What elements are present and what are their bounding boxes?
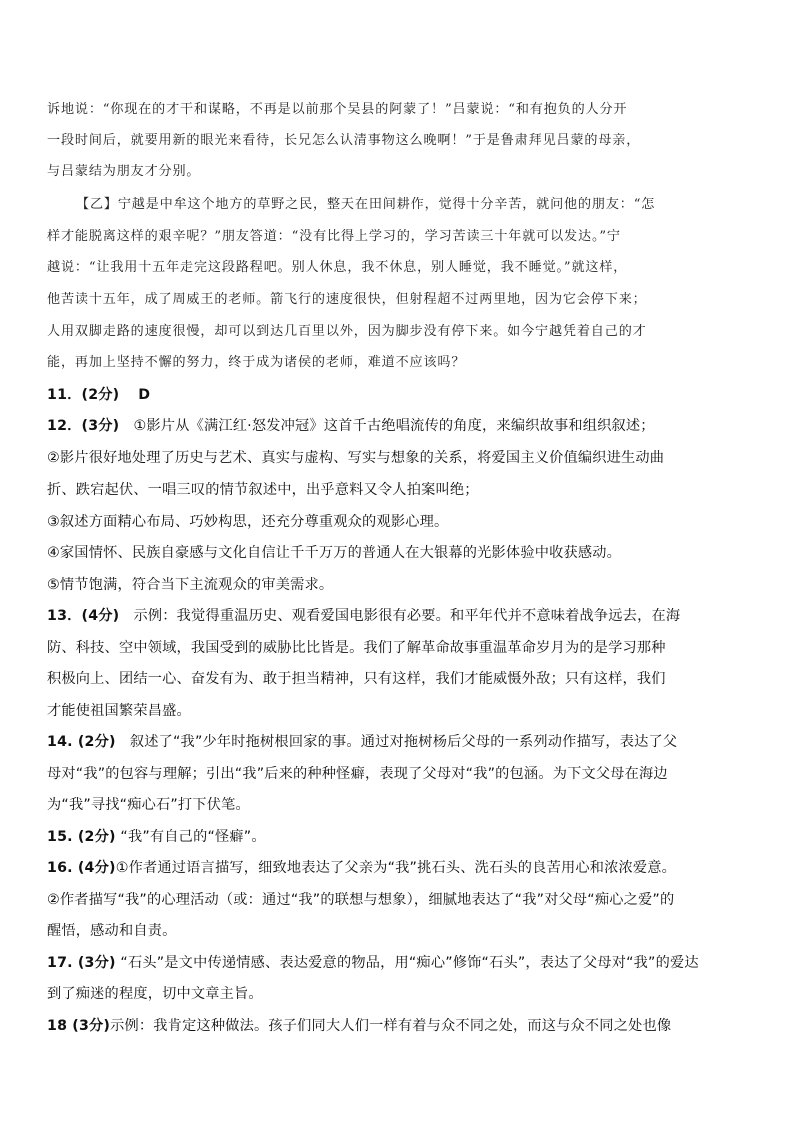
passage-line: 一段时间后，就要用新的眼光来看待，长兄怎么认清事物这么晚啊！”于是鲁肃拜见吕蒙的母亲， <box>47 133 641 148</box>
answer-line: ⑤情节饱满，符合当下主流观众的审美需求。 <box>47 577 334 593</box>
answer-12 <box>47 417 757 435</box>
question-number: 16. (4分) <box>47 860 116 876</box>
answer-text: ①作者通过语言描写，细致地表达了父亲为“我”挑石头、洗石头的良苦用心和浓浓爱意。 <box>115 860 677 876</box>
answer-text: 叙述了“我”少年时拖树根回家的事。通过对拖树杨后父母的一系列动作描写，表达了父 <box>129 734 678 750</box>
passage-line: 越说：“让我用十五年走完这段路程吧。别人休息，我不休息，别人睡觉，我不睡觉。”就这样， <box>47 260 628 275</box>
question-number: 11．(2分) <box>47 387 120 403</box>
answer-text: 示例：我觉得重温历史、观看爱国电影很有必要。和平年代并不意味着战争远去，在海 <box>133 608 681 624</box>
answer-14 <box>47 733 757 751</box>
answer-16 <box>47 859 757 877</box>
question-number: 13．(4分) <box>47 608 120 624</box>
answer-13 <box>47 607 757 625</box>
answer-line: ②影片很好地处理了历史与艺术、真实与虚构、写实与想象的关系，将爱国主义价值编织进生动曲 <box>47 450 665 466</box>
passage-line: 与吕蒙结为朋友才分别。 <box>47 164 201 179</box>
answer-line: 防、科技、空中领域，我国受到的威胁比比皆是。我们了解革命故事重温革命岁月为的是学习那种 <box>47 640 666 656</box>
answer-17 <box>47 954 757 972</box>
passage-line: 样才能脱离这样的艰辛呢？”朋友答道：“没有比得上学习的，学习苦读三十年就可以发达。”宁 <box>47 229 621 244</box>
answer-line: 为“我”寻找“痴心石”打下伏笔。 <box>47 797 250 813</box>
passage-line: 【乙】宁越是中牟这个地方的草野之民，整天在田间耕作，觉得十分辛苦，就问他的朋友：“怎 <box>76 197 656 212</box>
question-number: 12．(3分) <box>47 418 120 434</box>
answer-15 <box>47 828 757 846</box>
answer-line: ④家国情怀、民族自豪感与文化自信让千千万万的普通人在大银幕的光影体验中收获感动。 <box>47 545 622 561</box>
answer-line: 才能使祖国繁荣昌盛。 <box>47 703 191 719</box>
passage-line: 诉地说：“你现在的才干和谋略，不再是以前那个吴县的阿蒙了！”吕蒙说：“和有抱负的人分开 <box>47 102 628 117</box>
passage-line: 人用双脚走路的速度很慢，却可以到达几百里以外，因为脚步没有停下来。如今宁越凭着自己的才 <box>47 324 647 339</box>
answer-18 <box>47 1017 757 1035</box>
answer-line: 醒悟，感动和自责。 <box>47 923 177 939</box>
question-number: 17. (3分) <box>47 955 116 971</box>
answer-line: 到了痴迷的程度，切中文章主旨。 <box>47 986 263 1002</box>
answer-line: 积极向上、团结一心、奋发有为、敢于担当精神，只有这样，我们才能威慑外敌；只有这样，我们 <box>47 671 666 687</box>
answer-line: ②作者描写“我”的心理活动（或：通过“我”的联想与想象），细腻地表达了“我”对父母“痴心之爱”的 <box>47 892 675 908</box>
answer-text: D <box>138 387 151 403</box>
answer-text: “石头”是文中传递情感、表达爱意的物品，用“痴心”修饰“石头”，表达了父母对“我”的爱达 <box>120 955 699 971</box>
answer-text: 示例：我肯定这种做法。孩子们同大人们一样有着与众不同之处，而这与众不同之处也像 <box>110 1018 672 1034</box>
answer-text: “我”有自己的“怪癖”。 <box>120 829 266 845</box>
question-number: 18 (3分) <box>47 1018 111 1034</box>
answer-line: 母对“我”的包容与理解；引出“我”后来的种种怪癖，表现了父母对“我”的包涵。为下文父母在海边 <box>47 766 668 782</box>
question-number: 15. (2分) <box>47 829 116 845</box>
passage-line: 他苦读十五年，成了周威王的老师。箭飞行的速度很快，但射程超不过两里地，因为它会停下来； <box>47 292 647 307</box>
answer-11 <box>47 386 757 404</box>
answer-line: ③叙述方面精心布局、巧妙构思，还充分尊重观众的观影心理。 <box>47 514 449 530</box>
question-number: 14. (2分) <box>47 734 116 750</box>
answer-line: 折、跌宕起伏、一唱三叹的情节叙述中，出乎意料又令人拍案叫绝； <box>47 482 479 498</box>
passage-line: 能，再加上坚持不懈的努力，终于成为诸侯的老师，难道不应该吗？ <box>47 355 466 370</box>
answer-text: ①影片从《满江红·怒发冲冠》这首千古绝唱流传的角度，来编织故事和组织叙述； <box>133 418 655 434</box>
